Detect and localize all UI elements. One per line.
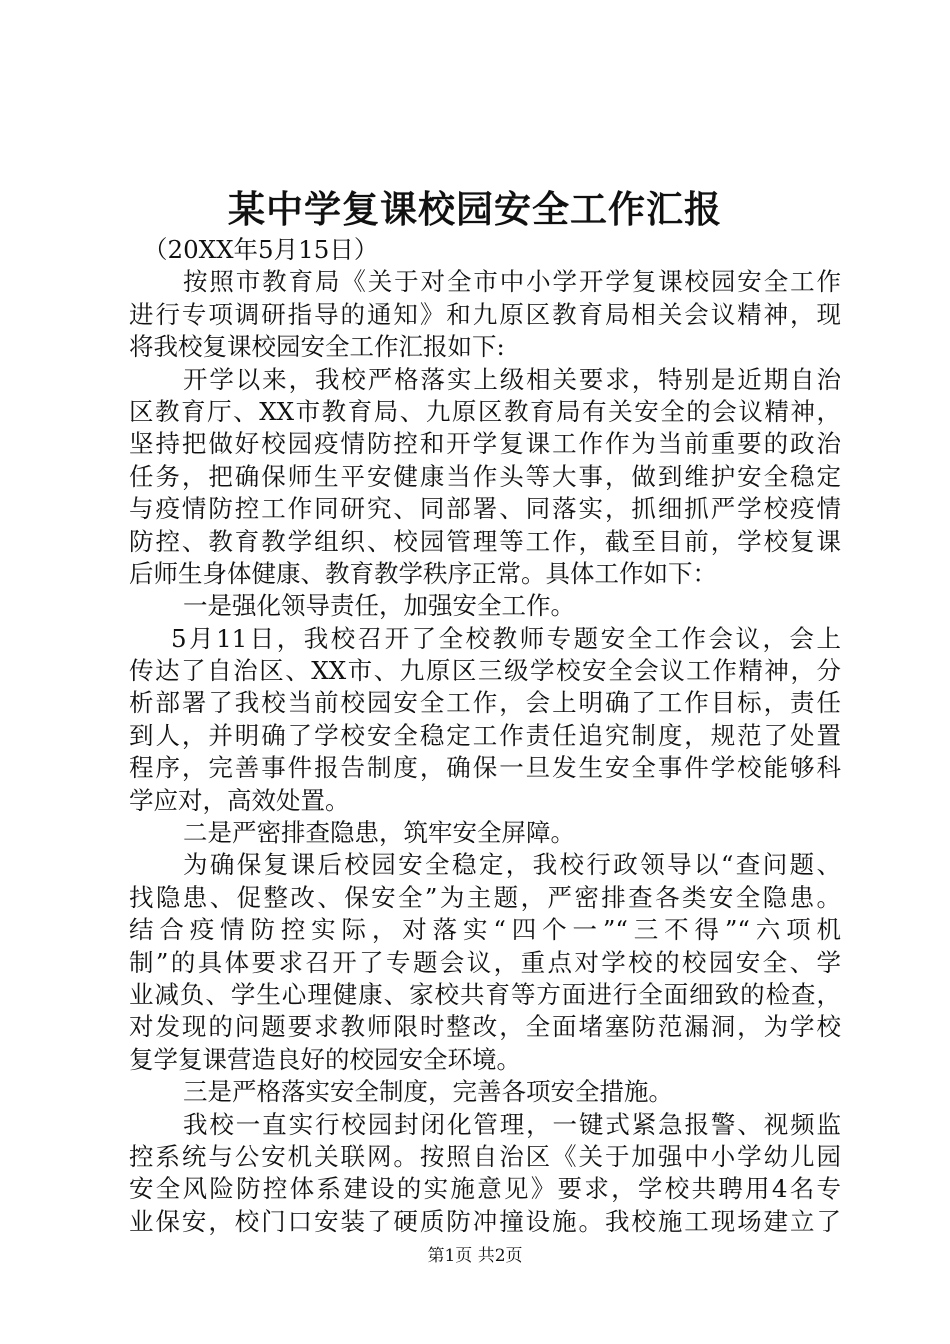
body-line: 按照市教育局《关于对全市中小学开学复课校园安全工作 [183,267,841,297]
body-line: 区教育厅、XX市教育局、九原区教育局有关安全的会议精神， [129,396,841,426]
body-line: 将我校复课校园安全工作汇报如下: [129,332,505,362]
body-line: 析部署了我校当前校园安全工作，会上明确了工作目标，责任 [129,688,841,718]
body-line: 开学以来，我校严格落实上级相关要求，特别是近期自治 [183,364,841,394]
document-title: 某中学复课校园安全工作汇报 [228,187,722,231]
body-line: 任务，把确保师生平安健康当作头等大事，做到维护安全稳定 [129,461,841,491]
body-line: 与疫情防控工作同研究、同部署、同落实，抓细抓严学校疫情 [129,494,841,524]
page-footer: 第1页 共2页 [427,1246,523,1266]
body-line: 我校一直实行校园封闭化管理，一键式紧急报警、视频监 [183,1109,841,1139]
body-line: 结合疫情防控实际，对落实“四个一”“三不得”“六项机 [129,915,841,945]
section-heading: 一是强化领导责任，加强安全工作。 [183,591,575,621]
body-line: 控系统与公安机关联网。按照自治区《关于加强中小学幼儿园 [129,1141,841,1171]
body-line: 学应对，高效处置。 [129,785,350,815]
section-heading: 三是严格落实安全制度，完善各项安全措施。 [183,1077,673,1107]
body-line: 安全风险防控体系建设的实施意见》要求，学校共聘用4名专 [129,1174,841,1204]
body-line: 传达了自治区、XX市、九原区三级学校安全会议工作精神，分 [129,656,841,686]
section-heading: 二是严密排查隐患，筑牢安全屏障。 [183,818,575,848]
body-line: 业减负、学生心理健康、家校共育等方面进行全面细致的检查， [129,979,841,1009]
body-line: 程序，完善事件报告制度，确保一旦发生安全事件学校能够科 [129,753,841,783]
body-line: 对发现的问题要求教师限时整改，全面堵塞防范漏洞，为学校 [129,1012,841,1042]
body-line: 5月11日，我校召开了全校教师专题安全工作会议，会上 [171,623,841,653]
body-line: 到人，并明确了学校安全稳定工作责任追究制度，规范了处置 [129,720,841,750]
body-line: 防控、教育教学组织、校园管理等工作，截至目前，学校复课 [129,526,841,556]
body-line: 制”的具体要求召开了专题会议，重点对学校的校园安全、学 [129,947,841,977]
body-line: 业保安，校门口安装了硬质防冲撞设施。我校施工现场建立了 [129,1206,841,1236]
body-line: 为确保复课后校园安全稳定，我校行政领导以“查问题、 [183,850,841,880]
body-line: 坚持把做好校园疫情防控和开学复课工作作为当前重要的政治 [129,429,841,459]
body-line: 找隐患、促整改、保安全”为主题，严密排查各类安全隐患。 [129,882,841,912]
body-line: 后师生身体健康、教育教学秩序正常。具体工作如下： [129,558,717,588]
date-line: （20XX年5月15日） [143,235,379,264]
body-line: 复学复课营造良好的校园安全环境。 [129,1044,521,1074]
document-body [129,234,841,1238]
body-line: 进行专项调研指导的通知》和九原区教育局相关会议精神，现 [129,299,841,329]
